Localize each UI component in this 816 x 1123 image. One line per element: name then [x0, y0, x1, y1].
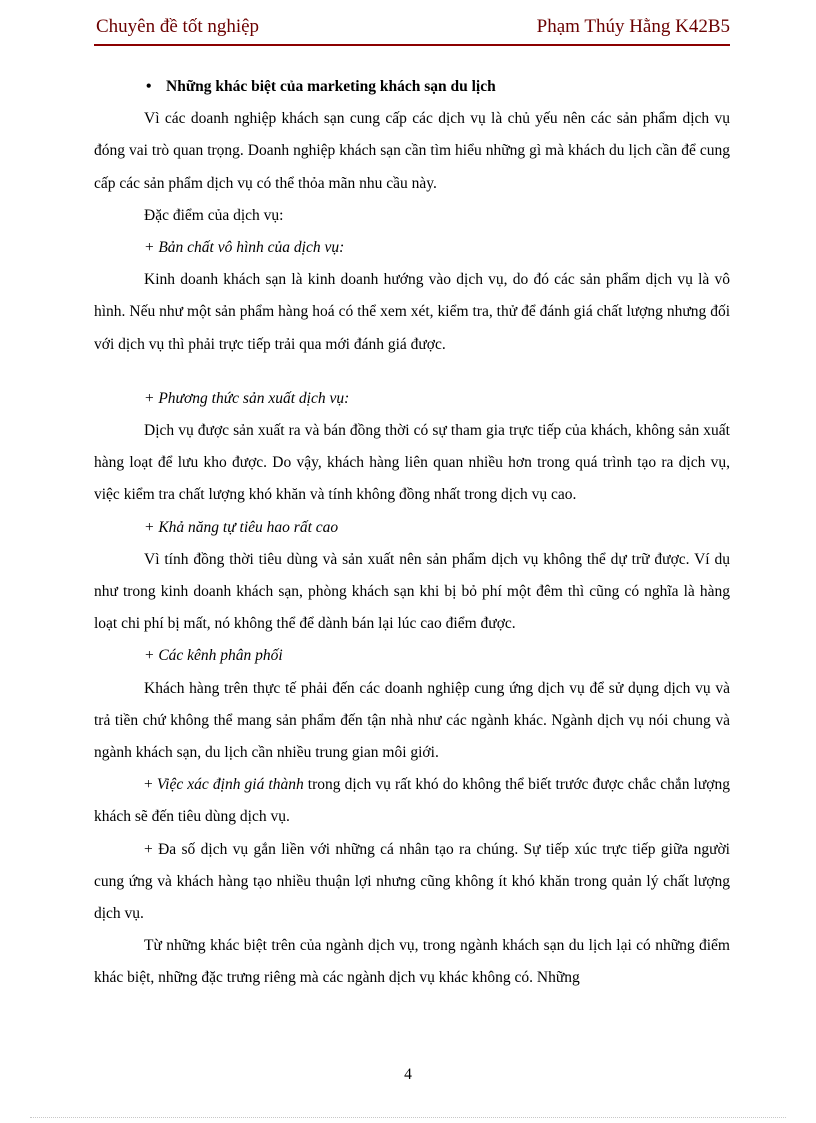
paragraph-intro: Vì các doanh nghiệp khách sạn cung cấp các dịch vụ là chủ yếu nên các sản phẩm dịch vụ đóng vai trò quan trọng. Doanh nghiệp khách sạn cần tìm hiểu những gì mà khách du lịch cần để cung cấp các sản phẩm dịch vụ có thể thỏa mãn nhu cầu này. [94, 110, 730, 192]
pricing-rest: trong dịch vụ rất khó do không thể biết trước được chắc chắn lượng khách sẽ đến tiêu dùng dịch vụ. [94, 776, 731, 826]
header-author: Phạm Thúy Hằng K42B5 [536, 16, 730, 37]
pricing-italic: Việc xác định giá thành [156, 776, 304, 794]
pricing-prefix: + [144, 776, 157, 794]
paragraph-pricing [94, 769, 730, 833]
footer-divider [30, 1117, 786, 1118]
spacer [94, 361, 730, 383]
bullet-icon: • [146, 78, 152, 95]
paragraph-perishability: Vì tính đồng thời tiêu dùng và sản xuất nên sản phẩm dịch vụ không thể dự trữ được. Ví dụ như trong kinh doanh khách sạn, phòng khách sạn khi bị bỏ phí một đêm thì cũng có nghĩa là hàng loạt chi phí bị mất, nó không thể để dành bán lại lúc cao điểm được. [94, 550, 730, 633]
subheading-perishability: + Khả năng tự tiêu hao rất cao [144, 518, 339, 536]
paragraph-distribution: Khách hàng trên thực tế phải đến các doanh nghiệp cung ứng dịch vụ để sử dụng dịch vụ và trả tiền chứ không thể mang sản phẩm đến tận nhà như các ngành khác. Ngành dịch vụ nói chung và ngành khách sạn, du lịch cần nhiều trung gian môi giới. [94, 679, 730, 762]
subheading-production: + Phương thức sản xuất dịch vụ: [144, 389, 350, 407]
paragraph-production: Dịch vụ được sản xuất ra và bán đồng thời có sự tham gia trực tiếp của khách, không sản xuất hàng loạt để lưu kho được. Do vậy, khách hàng liên quan nhiều hơn trong quá trình tạo ra dịch vụ, việc kiểm tra chất lượng khó khăn và tính không đồng nhất trong dịch vụ cao. [94, 422, 730, 504]
paragraph-service-features: Đặc điểm của dịch vụ: [144, 206, 284, 224]
header-document-title: Chuyên đề tốt nghiệp [96, 16, 260, 37]
paragraph-conclusion: Từ những khác biệt trên của ngành dịch vụ, trong ngành khách sạn du lịch lại có những điểm khác biệt, những đặc trưng riêng mà các ngành dịch vụ khác không có. Những [94, 937, 730, 987]
subheading-intangible: + Bản chất vô hình của dịch vụ: [144, 239, 345, 257]
paragraph-intangible: Kinh doanh khách sạn là kinh doanh hướng vào dịch vụ, do đó các sản phẩm dịch vụ là vô hình. Nếu như một sản phẩm hàng hoá có thể xem xét, kiểm tra, thử để đánh giá chất lượng nhưng đối với dịch vụ thì phải trực tiếp trải qua mới đánh giá được. [94, 271, 730, 353]
section-heading-text: Những khác biệt của marketing khách sạn du lịch [166, 78, 496, 95]
section-heading [94, 71, 730, 103]
subheading-distribution: + Các kênh phân phối [144, 647, 283, 665]
page-number: 4 [404, 1066, 412, 1083]
page-body [94, 71, 730, 995]
paragraph-individuals: + Đa số dịch vụ gắn liền với những cá nhân tạo ra chúng. Sự tiếp xúc trực tiếp giữa người cung ứng và khách hàng tạo nhiều thuận lợi nhưng cũng không ít khó khăn trong quản lý chất lượng dịch vụ. [94, 840, 730, 923]
page-header [94, 14, 730, 46]
